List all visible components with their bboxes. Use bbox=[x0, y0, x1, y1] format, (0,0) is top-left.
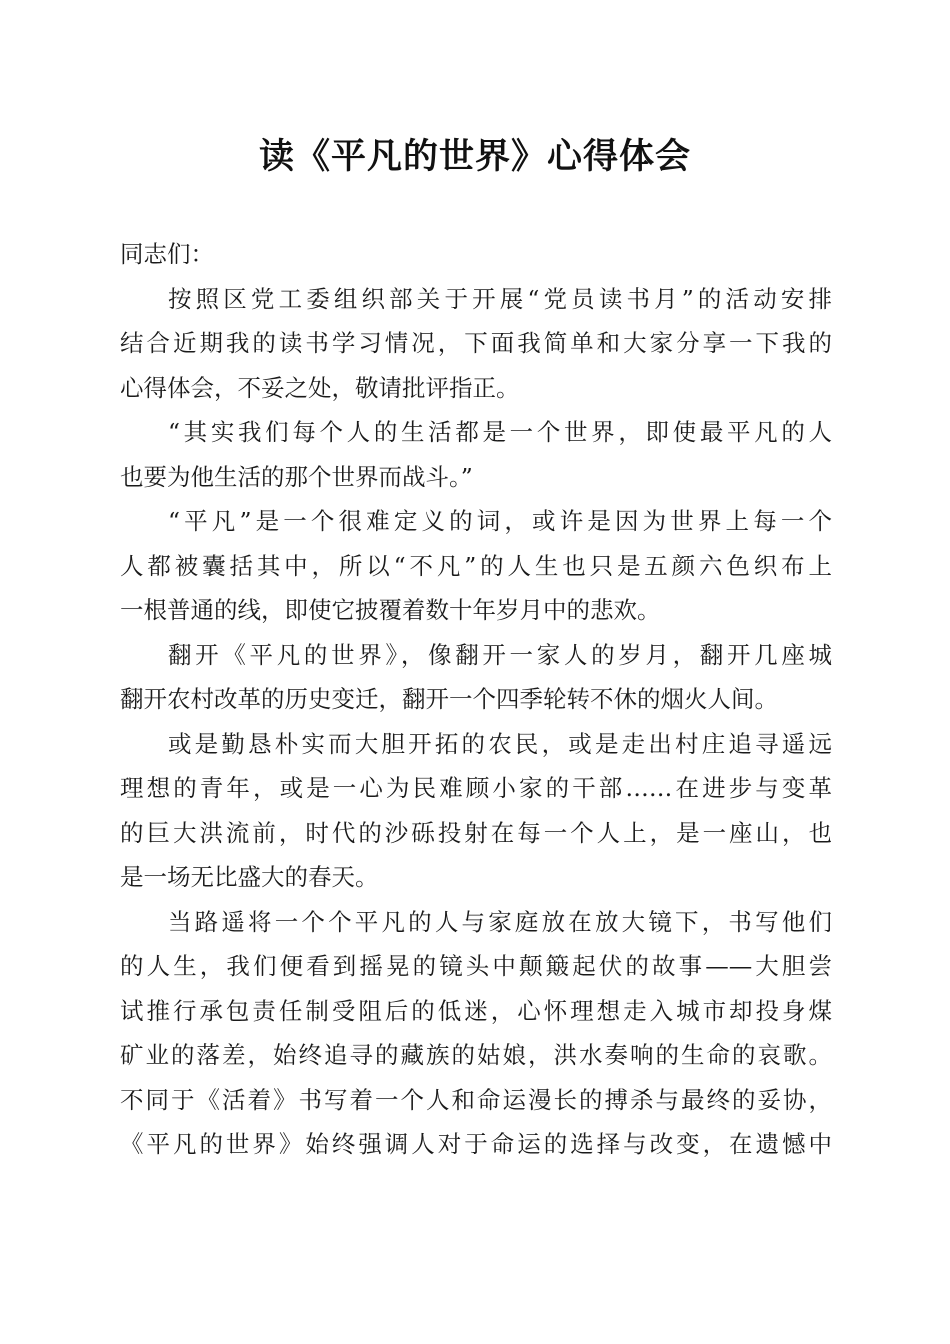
paragraph-1-line-1: 按照区党工委组织部关于开展“党员读书月”的活动安排 bbox=[168, 284, 832, 313]
document-title: 读《平凡的世界》心得体会 bbox=[258, 136, 691, 177]
paragraph-4-line-2: 翻开农村改革的历史变迁，翻开一个四季轮转不休的烟火人间。 bbox=[120, 685, 778, 713]
paragraph-5-line-2: 理想的青年，或是一心为民难顾小家的干部……在进步与变革 bbox=[120, 774, 832, 802]
paragraph-2-line-2: 也要为他生活的那个世界而战斗。” bbox=[120, 462, 473, 491]
paragraph-3-line-2: 人都被囊括其中，所以“不凡”的人生也只是五颜六色织布上 bbox=[120, 551, 832, 580]
document-body bbox=[120, 232, 832, 1167]
paragraph-2-line-1: “其实我们每个人的生活都是一个世界，即使最平凡的人 bbox=[168, 418, 832, 446]
salutation: 同志们： bbox=[120, 240, 214, 268]
paragraph-5-line-1: 或是勤恳朴实而大胆开拓的农民，或是走出村庄追寻遥远 bbox=[168, 729, 832, 758]
paragraph-5-line-4: 是一场无比盛大的春天。 bbox=[120, 863, 379, 891]
paragraph-6-line-1: 当路遥将一个个平凡的人与家庭放在放大镜下，书写他们 bbox=[168, 907, 832, 936]
paragraph-3-line-1: “平凡”是一个很难定义的词，或许是因为世界上每一个 bbox=[168, 507, 832, 535]
paragraph-1-line-3: 心得体会，不妥之处，敬请批评指正。 bbox=[120, 373, 520, 402]
paragraph-6-line-4: 矿业的落差，始终追寻的藏族的姑娘，洪水奏响的生命的哀歌。 bbox=[120, 1041, 832, 1069]
paragraph-4-line-1: 翻开《平凡的世界》，像翻开一家人的岁月，翻开几座城 bbox=[168, 640, 832, 669]
paragraph-6-line-5: 不同于《活着》书写着一个人和命运漫长的搏杀与最终的妥协， bbox=[120, 1085, 832, 1114]
paragraph-1-line-2: 结合近期我的读书学习情况，下面我简单和大家分享一下我的 bbox=[120, 329, 832, 357]
paragraph-3-line-3: 一根普通的线，即使它披覆着数十年岁月中的悲欢。 bbox=[120, 596, 661, 624]
paragraph-6-line-2: 的人生，我们便看到摇晃的镜头中颠簸起伏的故事——大胆尝 bbox=[120, 952, 832, 980]
paragraph-6-line-3: 试推行承包责任制受阻后的低迷，心怀理想走入城市却投身煤 bbox=[120, 996, 832, 1025]
paragraph-5-line-3: 的巨大洪流前，时代的沙砾投射在每一个人上，是一座山，也 bbox=[120, 818, 832, 847]
paragraph-6-line-6: 《平凡的世界》始终强调人对于命运的选择与改变，在遗憾中 bbox=[120, 1130, 832, 1158]
